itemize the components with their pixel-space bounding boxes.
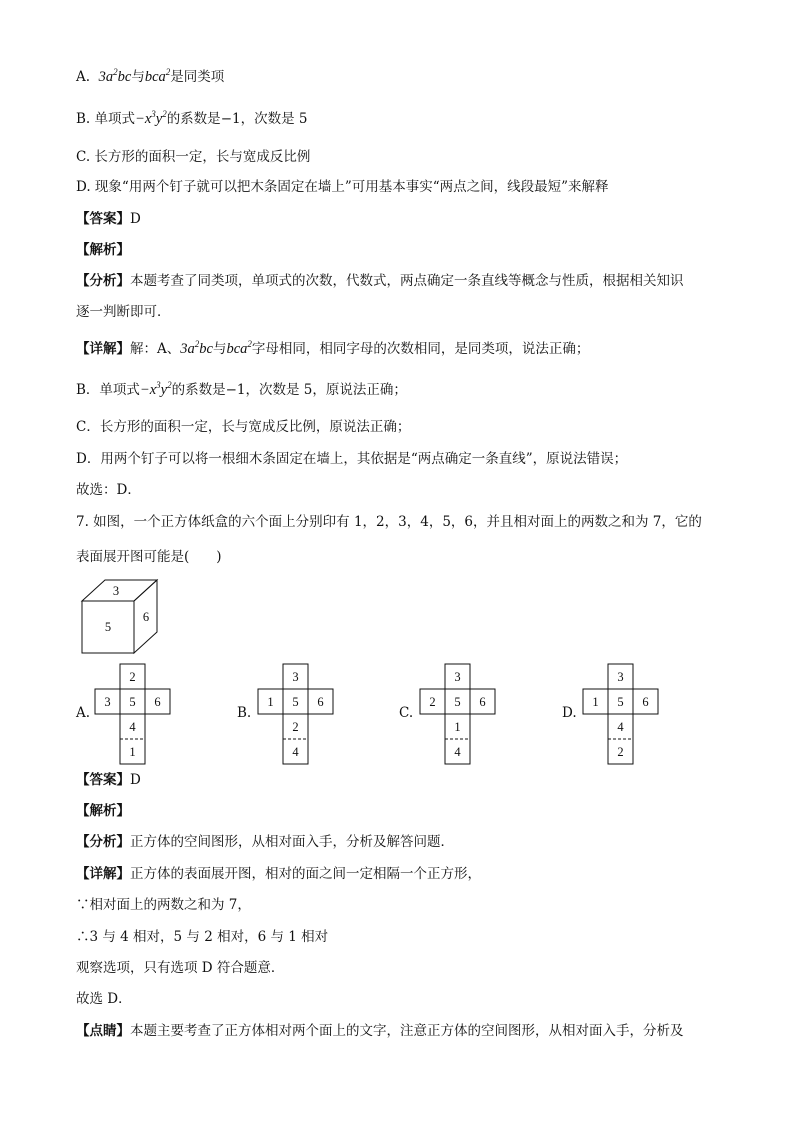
net-option-a-label: A.	[76, 705, 91, 721]
xiangjie-7	[76, 865, 481, 883]
dianjing-line	[76, 1022, 684, 1040]
answer-7	[76, 771, 141, 789]
term-bca2: bca$^2$	[144, 67, 171, 85]
answer-7-value: D	[130, 772, 141, 788]
xiangjie-6-end: 故选：D．	[76, 482, 141, 498]
xiangjie-6-d: D．用两个钉子可以将一根细木条固定在墙上，其依据是“两点确定一条直线”，原说法错误；	[76, 451, 628, 467]
net-cell-bottom: 1	[129, 745, 136, 759]
xj-b-rest: ，次数是 5，原说法正确；	[245, 382, 407, 398]
xj-a-conj: 与	[212, 341, 227, 357]
net-cell-right: 6	[479, 695, 486, 709]
question-7-line1: 7. 如图，一个正方体纸盒的六个面上分别印有 1，2，3，4，5，6，并且相对面上的两数之和为 7，它的	[76, 514, 702, 530]
cube-side-label: 6	[142, 610, 150, 624]
fenxi-label: 【分析】	[76, 273, 130, 289]
net-option-c	[420, 664, 495, 764]
net-cell-bottom: 2	[617, 745, 624, 759]
net-cell-left: 3	[104, 695, 111, 709]
net-cell-right: 6	[642, 695, 649, 709]
net-cell-left: 1	[592, 695, 599, 709]
cube-front-label: 5	[104, 620, 112, 634]
because-line: ∵相对面上的两数之和为 7，	[76, 897, 251, 913]
term-3a2bc-2: $3a^2bc$	[180, 339, 213, 357]
monomial: $-x^3y^2$	[135, 109, 167, 127]
option-a-text: 是同类项	[170, 69, 225, 85]
option-a-prefix: A.	[76, 69, 91, 85]
option-b-prefix: B. 单项式	[76, 111, 136, 127]
fenxi-text: 本题考查了同类项，单项式的次数，代数式，两点确定一条直线等概念与性质，根据相关知识	[130, 273, 684, 289]
net-cell-below: 4	[129, 720, 136, 734]
xj-b-prefix: B．单项式	[76, 382, 140, 398]
fenxi-6-line2: 逐一判断即可．	[76, 304, 171, 320]
option-b-rest: ，次数是 5	[240, 111, 308, 127]
end-line: 故选 D．	[76, 991, 132, 1007]
net-option-d-label: D.	[562, 705, 577, 721]
answer-7-label: 【答案】	[76, 772, 130, 788]
option-b-suffix: 的系数是	[166, 111, 221, 127]
net-cell-left: 2	[429, 695, 436, 709]
net-cell-right: 6	[317, 695, 324, 709]
net-cell-below: 2	[292, 720, 299, 734]
net-cell-top: 3	[292, 670, 299, 684]
xj-a-prefix: 解：A、	[130, 341, 181, 357]
answer-label: 【答案】	[76, 211, 130, 227]
dianjing-label: 【点睛】	[76, 1023, 130, 1039]
net-cell-top: 3	[617, 670, 624, 684]
net-cell-right: 6	[154, 695, 161, 709]
net-cell-top: 2	[129, 670, 136, 684]
net-cell-center: 5	[292, 695, 299, 709]
observe-line: 观察选项，只有选项 D 符合题意．	[76, 960, 285, 976]
dianjing-text: 本题主要考查了正方体相对两个面上的文字，注意正方体的空间图形，从相对面入手，分析及	[130, 1023, 684, 1039]
option-b-coef: −1	[220, 111, 241, 127]
xj-b-mid: 的系数是	[171, 382, 226, 398]
option-d: D. 现象“用两个钉子就可以把木条固定在墙上”可用基本事实“两点之间，线段最短”来解释	[76, 179, 609, 195]
net-option-c-label: C.	[399, 705, 414, 721]
monomial-2: $-x^3y^2$	[139, 380, 172, 398]
xj-b-coef: −1	[225, 382, 246, 398]
net-cell-bottom: 4	[292, 745, 299, 759]
term-bca2-2: bca$^2$	[226, 339, 252, 357]
analysis-label-7	[76, 802, 130, 820]
fenxi-7-label: 【分析】	[76, 834, 130, 850]
cube-top-label: 3	[112, 584, 120, 598]
xiangjie-7-label: 【详解】	[76, 866, 130, 882]
term-3a2bc: $3a^2bc$	[98, 67, 132, 85]
fenxi-7	[76, 833, 454, 851]
net-option-d	[583, 664, 658, 764]
net-option-b-label: B.	[237, 705, 252, 721]
xj-a-rest: 字母相同，相同字母的次数相同，是同类项，说法正确；	[251, 341, 590, 357]
xiangjie-7-text: 正方体的表面展开图，相对的面之间一定相隔一个正方形，	[130, 866, 481, 882]
answer-value: D	[130, 211, 141, 227]
fenxi-7-text: 正方体的空间图形，从相对面入手，分析及解答问题．	[130, 834, 454, 850]
xiangjie-6-c: C．长方形的面积一定，长与宽成反比例，原说法正确；	[76, 419, 411, 435]
analysis-7-label: 【解析】	[76, 803, 130, 819]
net-cell-center: 5	[129, 695, 136, 709]
net-cell-left: 1	[267, 695, 274, 709]
option-c: C. 长方形的面积一定，长与宽成反比例	[76, 149, 311, 165]
analysis-label: 【解析】	[76, 242, 130, 258]
net-option-b	[258, 664, 333, 764]
xiangjie-label: 【详解】	[76, 341, 130, 357]
net-cell-center: 5	[454, 695, 461, 709]
net-cell-top: 3	[454, 670, 461, 684]
net-cell-center: 5	[617, 695, 624, 709]
option-a-conj: 与	[131, 69, 145, 85]
net-cell-bottom: 4	[454, 745, 461, 759]
net-option-a	[95, 664, 170, 764]
net-cell-below: 4	[617, 720, 624, 734]
question-7-line2: 表面展开图可能是( )	[76, 549, 222, 565]
net-cell-below: 1	[454, 720, 461, 734]
therefore-line: ∴3 与 4 相对，5 与 2 相对，6 与 1 相对	[76, 929, 329, 945]
